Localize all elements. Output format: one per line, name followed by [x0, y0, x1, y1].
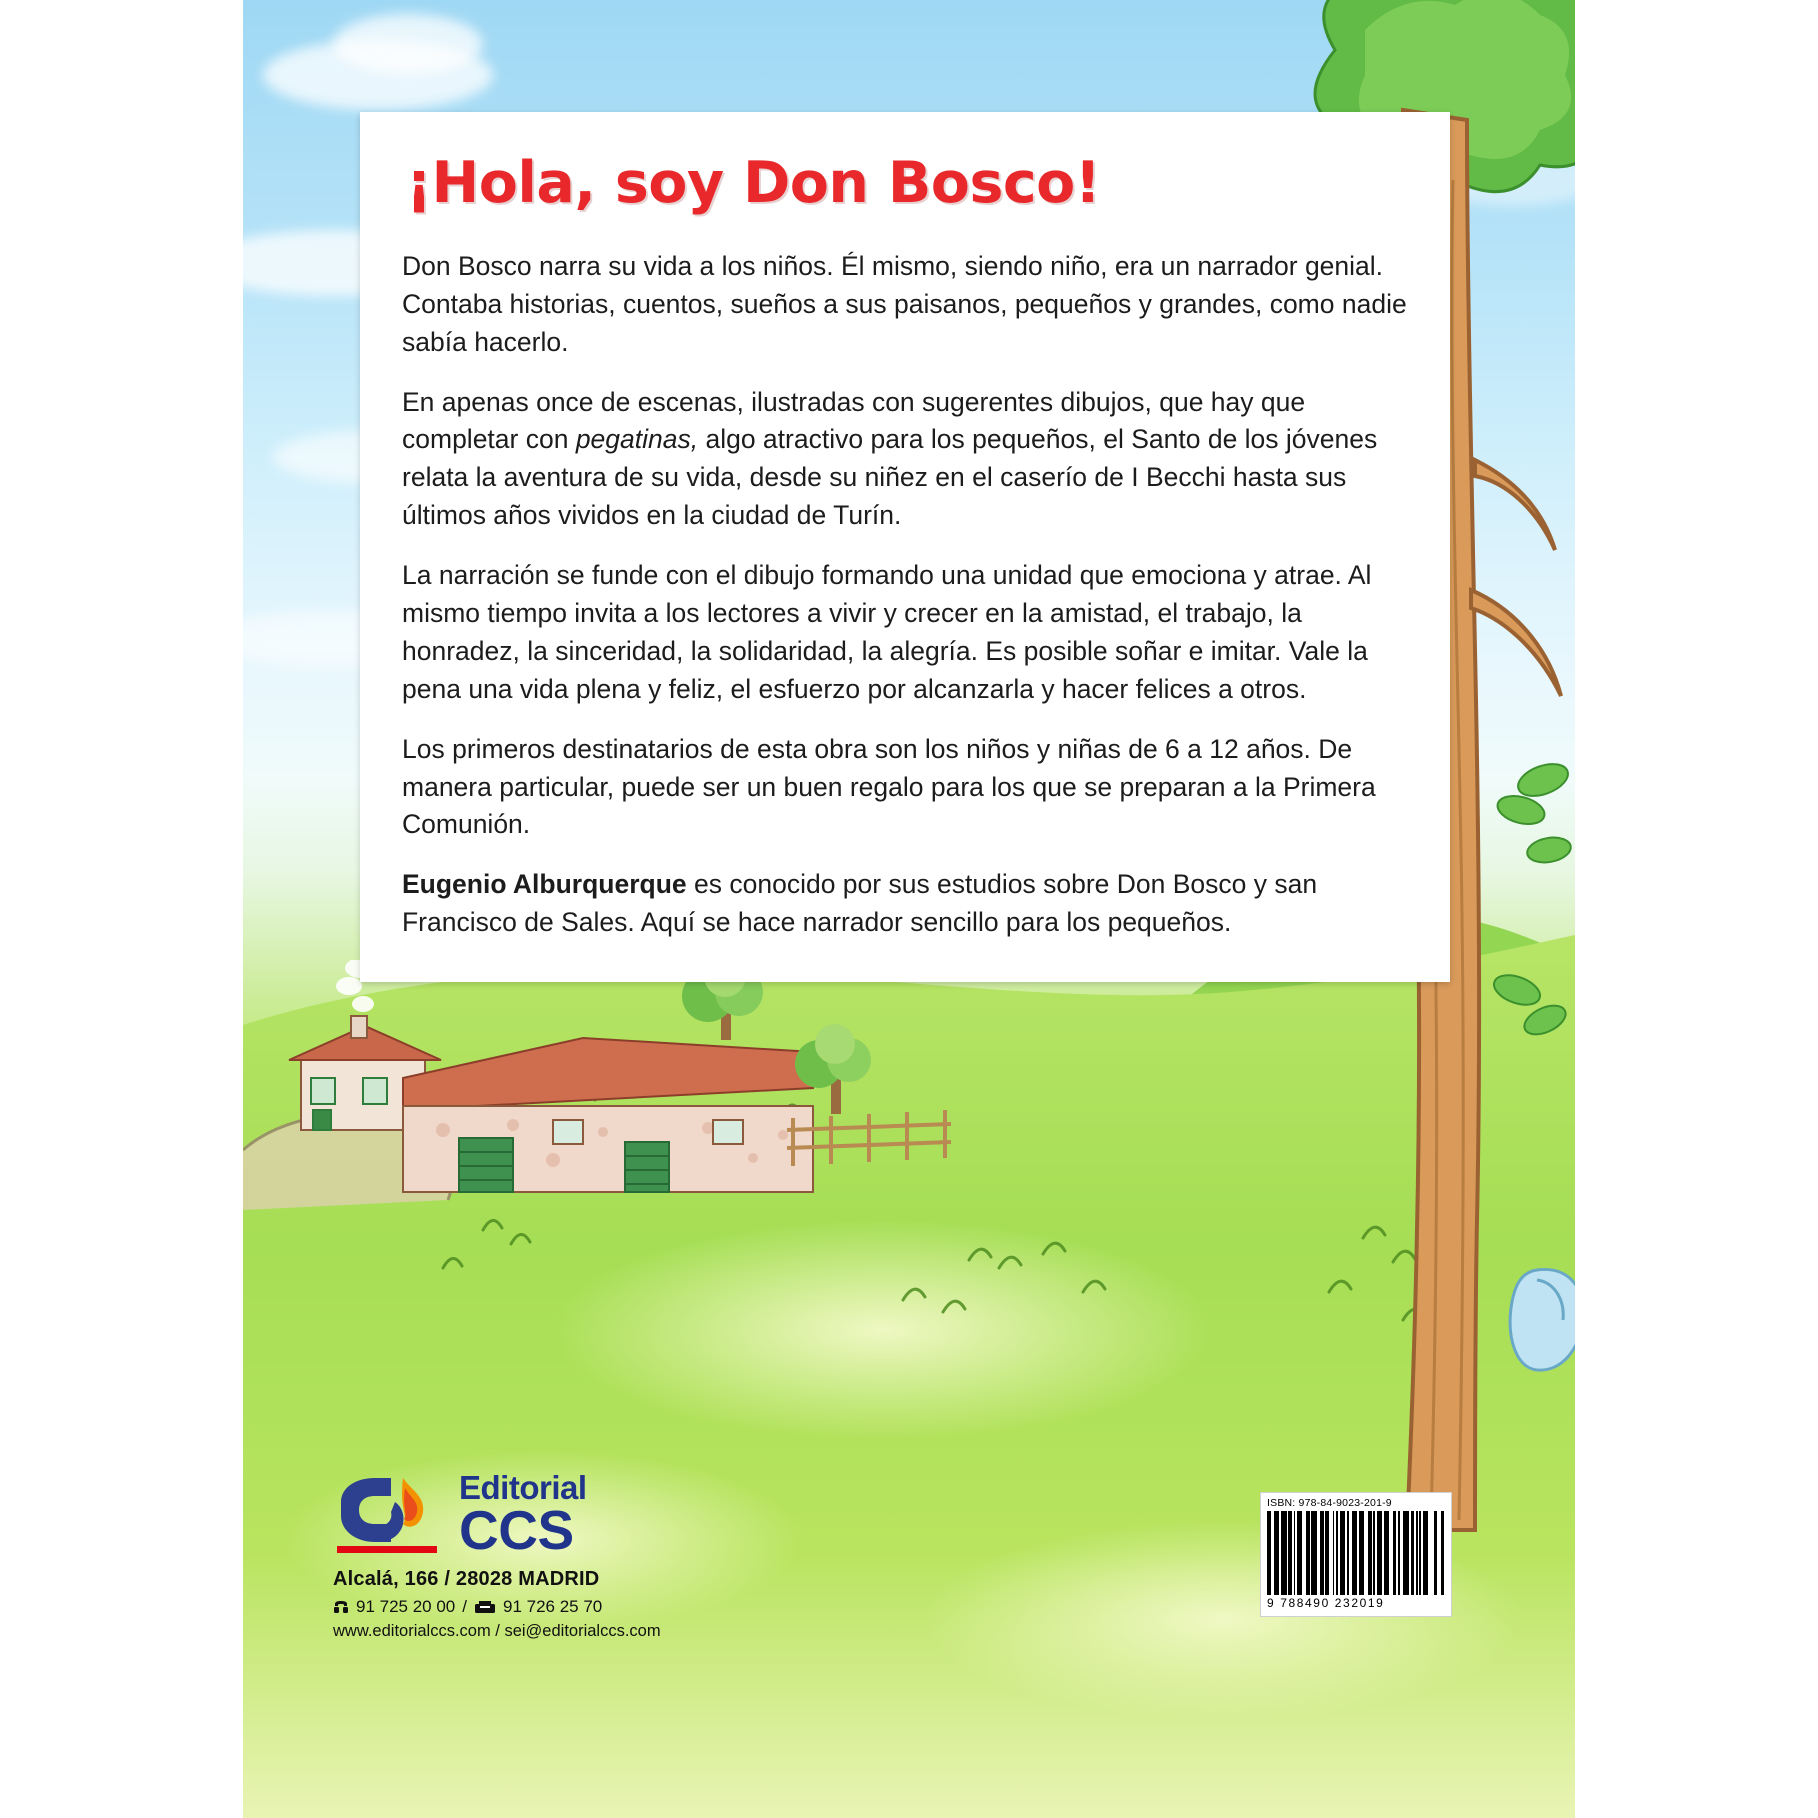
farmhouse-illustration: [253, 960, 1013, 1260]
publisher-name: [459, 1469, 587, 1561]
fax-icon: [474, 1600, 496, 1614]
author-name: Eugenio Alburquerque: [402, 869, 687, 900]
publisher-phone-1: 91 725 20 00: [356, 1597, 456, 1616]
book-back-cover: [243, 0, 1575, 1818]
description-paragraph-2: [402, 384, 1408, 536]
paragraph-2-before: En apenas once de escenas, ilustradas con sugerentes dibujos, que hay que completar con: [402, 386, 1306, 455]
publisher-phones: [333, 1597, 803, 1617]
phone-separator: /: [462, 1597, 467, 1616]
barcode-block: [1260, 1492, 1452, 1617]
description-paragraph-3: La narración se funde con el dibujo formando una unidad que emociona y atrae. Al mismo tiempo invita a los lectores a vivir y crecer en la amistad, el trabajo, la honradez, la sinceridad, la solidaridad, la alegría. Es posible soñar e imitar. Vale la pena una vida plena y feliz, el esfuerzo por alcanzarla y hacer felices a otros.: [402, 560, 1372, 704]
author-note: [402, 866, 1408, 942]
paragraph-2-after: algo atractivo para los pequeños, el Santo de los jóvenes relata la aventura de su vida, desde su niñez en el caserío de I Becchi hasta sus últimos años vividos en la ciudad de Turín.: [402, 424, 1378, 531]
publisher-phone-2: 91 726 25 70: [503, 1597, 603, 1616]
paragraph-2-italic: pegatinas,: [575, 424, 699, 455]
description-paragraph-1: Don Bosco narra su vida a los niños. Él mismo, siendo niño, era un narrador genial. Contaba historias, cuentos, sueños a sus paisanos, pequeños y grandes, como nadie sabía hacerlo.: [402, 250, 1407, 357]
page-title: ¡Hola, soy Don Bosco!: [406, 150, 1101, 216]
description-panel: [360, 112, 1450, 982]
ccs-flame-logo: [333, 1472, 445, 1558]
author-note-text: es conocido por sus estudios sobre Don Bosco y san Francisco de Sales. Aquí se hace narrador sencillo para los pequeños.: [402, 869, 1318, 938]
telephone-icon: [333, 1600, 349, 1615]
barcode-digits: 9 788490 232019: [1267, 1596, 1385, 1610]
publisher-name-line1: Editorial: [459, 1469, 587, 1506]
isbn-label: ISBN: 978-84-9023-201-9: [1267, 1497, 1392, 1509]
publisher-block: [333, 1469, 803, 1641]
barcode-bars: [1267, 1511, 1445, 1595]
publisher-address: Alcalá, 166 / 28028 MADRID: [333, 1568, 600, 1590]
publisher-web: www.editorialccs.com / sei@editorialccs.com: [333, 1622, 661, 1640]
publisher-name-line2: CCS: [459, 1499, 574, 1561]
description-paragraph-4: Los primeros destinatarios de esta obra son los niños y niñas de 6 a 12 años. De manera particular, puede ser un buen regalo para los que se preparan a la Primera Comunión.: [402, 733, 1376, 840]
